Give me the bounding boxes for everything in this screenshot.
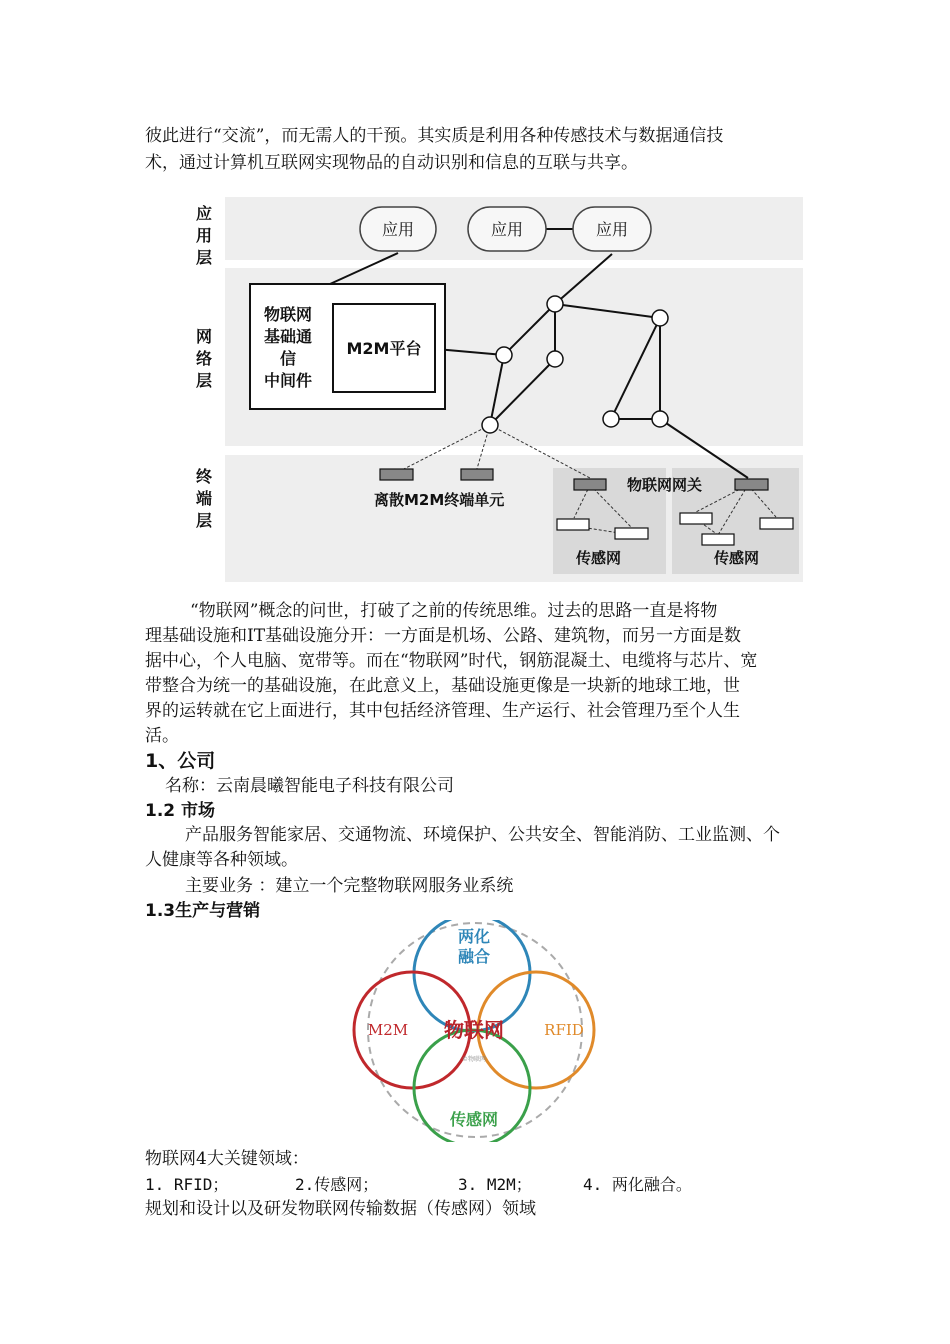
- intro-line-1: 彼此进行“交流”，而无需人的干预。其实质是利用各种传感技术与数据通信技: [145, 126, 724, 146]
- sensor-net-label-1: 传感网: [576, 549, 622, 567]
- key-area-item-4: 4. 两化融合。: [583, 1175, 692, 1194]
- network-node: [652, 411, 668, 427]
- sensor-device: [680, 513, 712, 524]
- middleware-label-1: 物联网: [263, 305, 313, 324]
- app-node-2-label: 应用: [490, 220, 524, 239]
- network-node: [482, 417, 498, 433]
- gateway-device: [574, 479, 606, 490]
- gateway-device: [735, 479, 768, 490]
- section1-title: 1、公司: [145, 750, 216, 772]
- key-area-item-3: 3. M2M；: [458, 1175, 532, 1194]
- venn-left-label: M2M: [367, 1021, 409, 1039]
- layer-label-term-2: 端: [195, 489, 213, 508]
- iot-architecture-diagram: [180, 192, 810, 584]
- app-node-3-label: 应用: [595, 220, 629, 239]
- app-node-1: [360, 207, 436, 251]
- intro-line-2: 术，通过计算机互联网实现物品的自动识别和信息的互联与共享。: [145, 153, 638, 173]
- gateway-label: 物联网网关: [627, 476, 703, 494]
- network-node: [652, 310, 668, 326]
- sensor-device: [557, 519, 589, 530]
- layer-label-term-1: 终: [195, 467, 213, 486]
- company-name: 名称：云南晨曦智能电子科技有限公司: [165, 776, 454, 796]
- paragraph1-line-2: 理基础设施和IT基础设施分开：一方面是机场、公路、建筑物，而另一方面是数: [145, 626, 742, 646]
- paragraph1-line-3: 据中心，个人电脑、宽带等。而在“物联网”时代，钢筋混凝土、电缆将与芯片、宽: [145, 651, 758, 671]
- layer-label-net-3: 层: [195, 371, 213, 390]
- paragraph1-line-6: 活。: [145, 726, 179, 746]
- market-line-1: 产品服务智能家居、交通物流、环境保护、公共安全、智能消防、工业监测、个: [185, 825, 780, 845]
- key-area-item-2: 2.传感网；: [295, 1175, 379, 1194]
- venn-bottom-label: 传感网: [449, 1110, 499, 1129]
- m2m-platform-label: M2M平台: [346, 339, 422, 358]
- key-area-item-1: 1. RFID；: [145, 1175, 229, 1194]
- layer-label-net-2: 络: [195, 349, 213, 368]
- key-areas-intro: 物联网4大关键领域：: [145, 1149, 309, 1169]
- venn-top-label-2: 融合: [457, 947, 491, 966]
- section13-title: 1.3生产与营销: [145, 901, 261, 921]
- section12-title: 1.2 市场: [145, 801, 216, 821]
- terminal-device: [380, 469, 413, 480]
- layer-label-app-1: 应: [195, 204, 213, 223]
- sensor-device: [702, 534, 734, 545]
- app-node-1-label: 应用: [381, 220, 415, 239]
- network-node: [547, 296, 563, 312]
- middleware-label-3: 信: [279, 349, 297, 368]
- sensor-device: [615, 528, 648, 539]
- paragraph1-line-5: 界的运转就在它上面进行，其中包括经济管理、生产运行、社会管理乃至个人生: [145, 701, 740, 721]
- paragraph1-line-1: “物联网”概念的问世，打破了之前的传统思维。过去的思路一直是将物: [190, 601, 718, 621]
- venn-top-label-1: 两化: [457, 927, 491, 946]
- venn-watermark: ©物联网: [461, 1056, 487, 1063]
- layer-label-net-1: 网: [195, 327, 213, 346]
- venn-center-label: 物联网: [444, 1018, 504, 1042]
- venn-right-label: RFID: [544, 1021, 584, 1039]
- network-node: [547, 351, 563, 367]
- main-business: 主要业务 ：建立一个完整物联网服务业系统: [185, 876, 514, 896]
- market-line-2: 人健康等各种领域。: [145, 850, 298, 870]
- layer-label-term-3: 层: [195, 511, 213, 530]
- closing-line: 规划和设计以及研发物联网传输数据（传感网）领域: [145, 1199, 536, 1219]
- terminal-device: [461, 469, 493, 480]
- network-node: [496, 347, 512, 363]
- app-node-3: [573, 207, 651, 251]
- iot-key-areas-diagram: [350, 920, 600, 1142]
- middleware-label-4: 中间件: [263, 371, 313, 390]
- layer-label-app-2: 用: [195, 226, 213, 245]
- middleware-label-2: 基础通: [263, 327, 313, 346]
- app-node-2: [468, 207, 546, 251]
- sensor-net-label-2: 传感网: [714, 549, 760, 567]
- discrete-units-label: 离散M2M终端单元: [374, 491, 505, 509]
- layer-label-app-3: 层: [195, 248, 213, 267]
- paragraph1-line-4: 带整合为统一的基础设施，在此意义上，基础设施更像是一块新的地球工地，世: [145, 676, 740, 696]
- sensor-device: [760, 518, 793, 529]
- network-node: [603, 411, 619, 427]
